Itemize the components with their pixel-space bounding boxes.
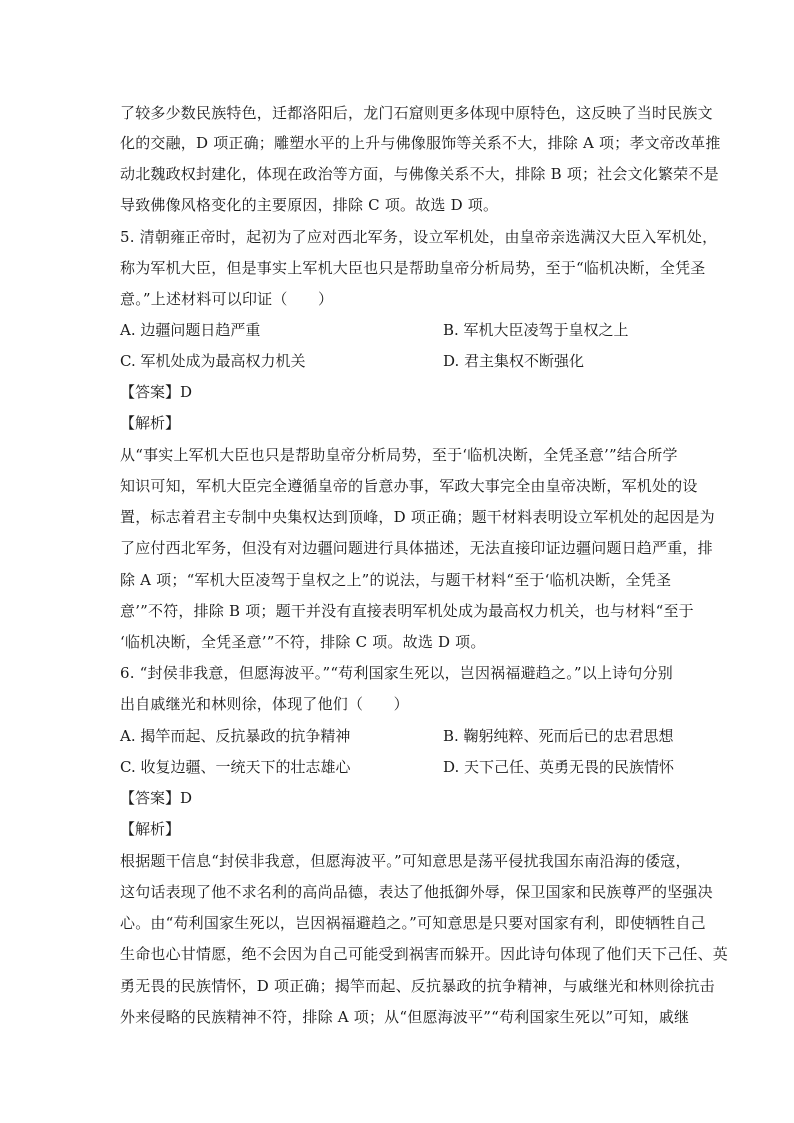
intro-line-2: 化的交融，D 项正确；雕塑水平的上升与佛像服饰等关系不大，排除 A 项；孝文帝改革推 <box>120 134 721 152</box>
q5-analysis-line-1: 从“事实上军机大臣也只是帮助皇帝分析局势，至于‘临机决断，全凭圣意’”结合所学 <box>120 446 678 464</box>
intro-line-4: 导致佛像风格变化的主要原因，排除 C 项。故选 D 项。 <box>120 196 499 214</box>
q6-stem-line-1: 6. “封侯非我意，但愿海波平。”“苟利国家生死以，岂因祸福避趋之。”以上诗句分别 <box>120 664 673 682</box>
q6-analysis-line-6: 外来侵略的民族精神不符，排除 A 项；从“但愿海波平”“苟利国家生死以”可知，戚继 <box>120 1008 690 1026</box>
q6-analysis-line-4: 生命也心甘情愿，绝不会因为自己可能受到祸害而躲开。因此诗句体现了他们天下己任、英 <box>120 945 729 963</box>
q5-answer: 【答案】D <box>120 383 193 401</box>
q5-option-b: B. 军机大臣凌驾于皇权之上 <box>443 321 629 339</box>
q6-stem-line-2: 出自戚继光和林则徐，体现了他们（ ） <box>120 695 409 713</box>
q5-analysis-label: 【解析】 <box>120 414 181 432</box>
q6-analysis-line-2: 这句话表现了他不求名利的高尚品德，表达了他抵御外辱，保卫国家和民族尊严的坚强决 <box>120 883 713 901</box>
q5-stem-line-3: 意。”上述材料可以印证（ ） <box>120 290 334 308</box>
q6-analysis-line-5: 勇无畏的民族情怀，D 项正确；揭竿而起、反抗暴政的抗争精神，与戚继光和林则徐抗击 <box>120 977 715 995</box>
q6-option-d: D. 天下己任、英勇无畏的民族情怀 <box>443 758 675 776</box>
q6-option-a: A. 揭竿而起、反抗暴政的抗争精神 <box>120 727 351 745</box>
q6-analysis-line-3: 心。由“苟利国家生死以，岂因祸福避趋之。”可知意思是只要对国家有利，即使牺牲自己 <box>120 914 706 932</box>
q5-analysis-line-7: ‘临机决断，全凭圣意’”不符，排除 C 项。故选 D 项。 <box>120 633 486 651</box>
q5-analysis-line-2: 知识可知，军机大臣完全遵循皇帝的旨意办事，军政大事完全由皇帝决断，军机处的设 <box>120 477 698 495</box>
q5-analysis-line-3: 置，标志着君主专制中央集权达到顶峰，D 项正确；题干材料表明设立军机处的起因是为 <box>120 508 715 526</box>
q6-analysis-line-1: 根据题干信息“封侯非我意，但愿海波平。”可知意思是荡平侵扰我国东南沿海的倭寇， <box>120 852 691 870</box>
q5-option-d: D. 君主集权不断强化 <box>443 352 585 370</box>
q5-stem-line-1: 5. 清朝雍正帝时，起初为了应对西北军务，设立军机处，由皇帝亲选满汉大臣入军机处， <box>120 228 718 246</box>
q5-option-c: C. 军机处成为最高权力机关 <box>120 352 306 370</box>
q6-option-b: B. 鞠躬纯粹、死而后已的忠君思想 <box>443 727 674 745</box>
q5-analysis-line-5: 除 A 项；“军机大臣凌驾于皇权之上”的说法，与题干材料“至于‘临机决断，全凭圣 <box>120 571 672 589</box>
intro-line-1: 了较多少数民族特色，迁都洛阳后，龙门石窟则更多体现中原特色，这反映了当时民族文 <box>120 104 713 122</box>
q6-analysis-label: 【解析】 <box>120 820 181 838</box>
q5-analysis-line-6: 意’”不符，排除 B 项；题干并没有直接表明军机处成为最高权力机关，也与材料“至于 <box>120 602 694 620</box>
q5-analysis-line-4: 了应付西北军务，但没有对边疆问题进行具体描述，无法直接印证边疆问题日趋严重，排 <box>120 539 713 557</box>
q6-option-c: C. 收复边疆、一统天下的壮志雄心 <box>120 758 351 776</box>
q6-answer: 【答案】D <box>120 789 193 807</box>
q5-option-a: A. 边疆问题日趋严重 <box>120 321 261 339</box>
q5-stem-line-2: 称为军机大臣，但是事实上军机大臣也只是帮助皇帝分析局势，至于“临机决断，全凭圣 <box>120 259 706 277</box>
intro-line-3: 动北魏政权封建化，体现在政治等方面，与佛像关系不大，排除 B 项；社会文化繁荣不是 <box>120 165 719 183</box>
